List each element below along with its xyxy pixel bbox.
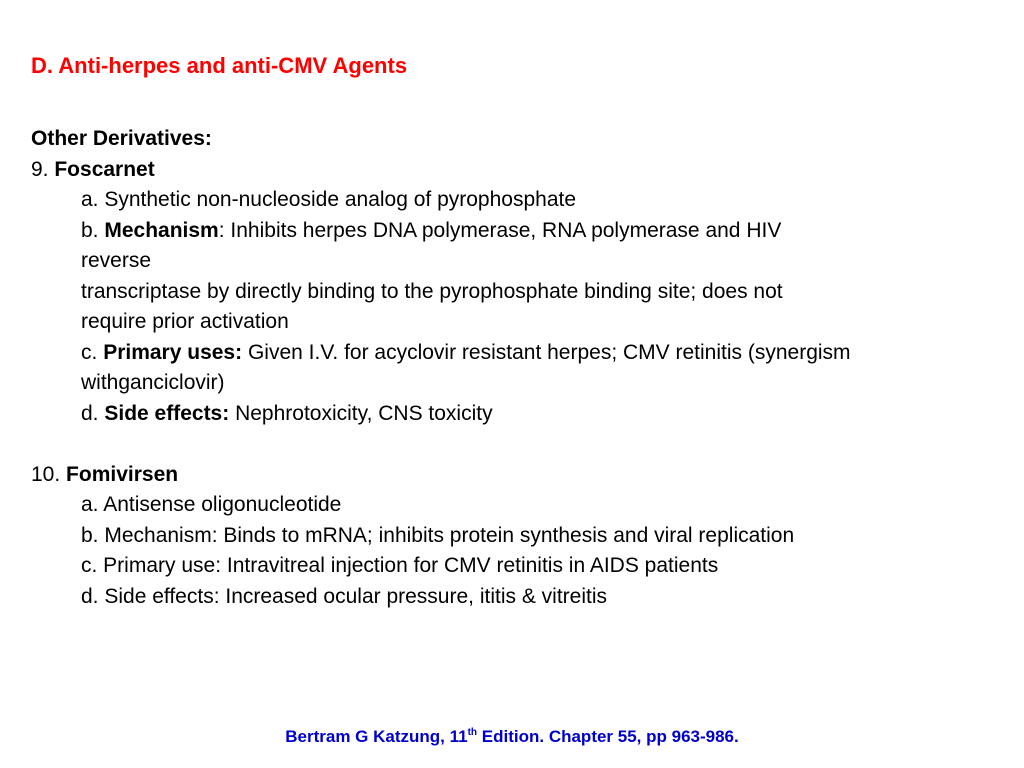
drug-9-number: 9. xyxy=(31,157,49,181)
drug-9-item-b-cont-1: reverse xyxy=(81,249,152,272)
drug-9-heading xyxy=(31,155,1021,186)
section-heading: Other Derivatives: xyxy=(31,127,212,150)
drug-10-item-a: a. Antisense oligonucleotide xyxy=(81,493,342,516)
ordinal-superscript: th xyxy=(467,727,478,738)
spacer xyxy=(31,429,1021,460)
drug-9-item-b-cont-3: require prior activation xyxy=(81,310,289,333)
slide-content xyxy=(31,124,1021,612)
drug-9-item-c-cont: withganciclovir) xyxy=(81,371,225,394)
drug-10-number: 10. xyxy=(31,462,61,486)
drug-10-item-c: c. Primary use: Intravitreal injection for CMV retinitis in AIDS patients xyxy=(81,554,719,577)
primary-uses-label: Primary uses: xyxy=(103,340,243,364)
drug-9-item-b: b. Mechanism: Inhibits herpes DNA polymerase, RNA polymerase and HIV xyxy=(81,218,782,242)
citation-footer: Bertram G Katzung, 11th Edition. Chapter 55, pp 963-986. xyxy=(285,727,739,746)
drug-10-name: Fomivirsen xyxy=(66,462,179,486)
drug-9-name: Foscarnet xyxy=(54,157,155,181)
drug-10-item-b: b. Mechanism: Binds to mRNA; inhibits protein synthesis and viral replication xyxy=(81,523,795,547)
slide-title: D. Anti-herpes and anti-CMV Agents xyxy=(31,53,408,78)
drug-9-item-c: c. Primary uses: Given I.V. for acyclovir resistant herpes; CMV retinitis (synergism xyxy=(81,340,851,364)
drug-9-item-a: a. Synthetic non-nucleoside analog of pyrophosphate xyxy=(81,188,577,211)
drug-9-item-d: d. Side effects: Nephrotoxicity, CNS toxicity xyxy=(81,401,493,425)
drug-10-item-d: d. Side effects: Increased ocular pressure, ititis & vitreitis xyxy=(81,584,608,608)
mechanism-label: Mechanism xyxy=(104,218,219,242)
side-effects-label: Side effects: xyxy=(104,401,230,425)
drug-10-heading xyxy=(31,460,1021,491)
drug-9-item-b-cont-2: transcriptase by directly binding to the pyrophosphate binding site; does not xyxy=(81,279,783,303)
